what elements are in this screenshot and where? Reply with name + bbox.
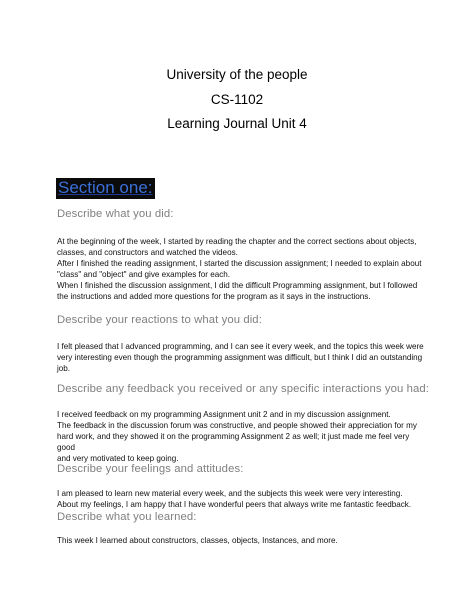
- paragraph-line: I am pleased to learn new material every week, and the subjects this week were very interesting.: [57, 489, 403, 498]
- paragraph-line: and very motivated to keep going.: [57, 454, 179, 463]
- subheading-reactions: Describe your reactions to what you did:: [57, 314, 262, 326]
- subheading-feelings: Describe your feelings and attitudes:: [57, 463, 244, 475]
- paragraph-line: classes, and constructors and watched the videos.: [57, 248, 238, 257]
- paragraph-line: I received feedback on my programming Assignment unit 2 and in my discussion assignment.: [57, 410, 391, 419]
- paragraph-line: the instructions and added more questions for the program as it says in the instructions.: [57, 292, 371, 301]
- paragraph-feedback: [57, 409, 427, 464]
- section-one-heading-text: Section one:: [58, 178, 153, 197]
- paragraph-line: At the beginning of the week, I started by reading the chapter and the correct sections about objects,: [57, 237, 417, 246]
- paragraph-line: After I finished the reading assignment, I started the discussion assignment; I needed to explain about: [57, 259, 422, 268]
- paragraph-what-you-did: [57, 236, 427, 302]
- paragraph-line: This week I learned about constructors, classes, objects, Instances, and more.: [57, 536, 338, 545]
- journal-title: Learning Journal Unit 4: [167, 116, 307, 131]
- course-code: CS-1102: [210, 92, 264, 107]
- paragraph-line: When I finished the discussion assignment, I did the difficult Programming assignment, but I followed: [57, 281, 418, 290]
- paragraph-line: hard work, and they showed it on the programming Assignment 2 as well; it just made me feel very good: [57, 432, 410, 452]
- paragraph-feelings: [57, 488, 427, 510]
- paragraph-line: "class" and "object" and give examples for each.: [57, 270, 231, 279]
- paragraph-line: About my feelings, I am happy that I have wonderful peers that always write me fantastic feedback.: [57, 500, 412, 509]
- subheading-feedback: Describe any feedback you received or any specific interactions you had:: [57, 383, 430, 395]
- university-title: University of the people: [166, 67, 308, 82]
- paragraph-line: The feedback in the discussion forum was constructive, and people showed their appreciation for my: [57, 421, 417, 430]
- paragraph-line: job.: [57, 364, 71, 373]
- subheading-what-you-did: Describe what you did:: [57, 208, 174, 220]
- paragraph-reactions: [57, 341, 427, 374]
- subheading-learned: Describe what you learned:: [57, 511, 197, 523]
- paragraph-line: very interesting even though the programming assignment was difficult, but I think I did an outstanding: [57, 353, 423, 362]
- section-one-heading: [56, 178, 155, 199]
- paragraph-line: I felt pleased that I advanced programming, and I can see it every week, and the topics this week were: [57, 342, 424, 351]
- paragraph-learned: [57, 535, 427, 546]
